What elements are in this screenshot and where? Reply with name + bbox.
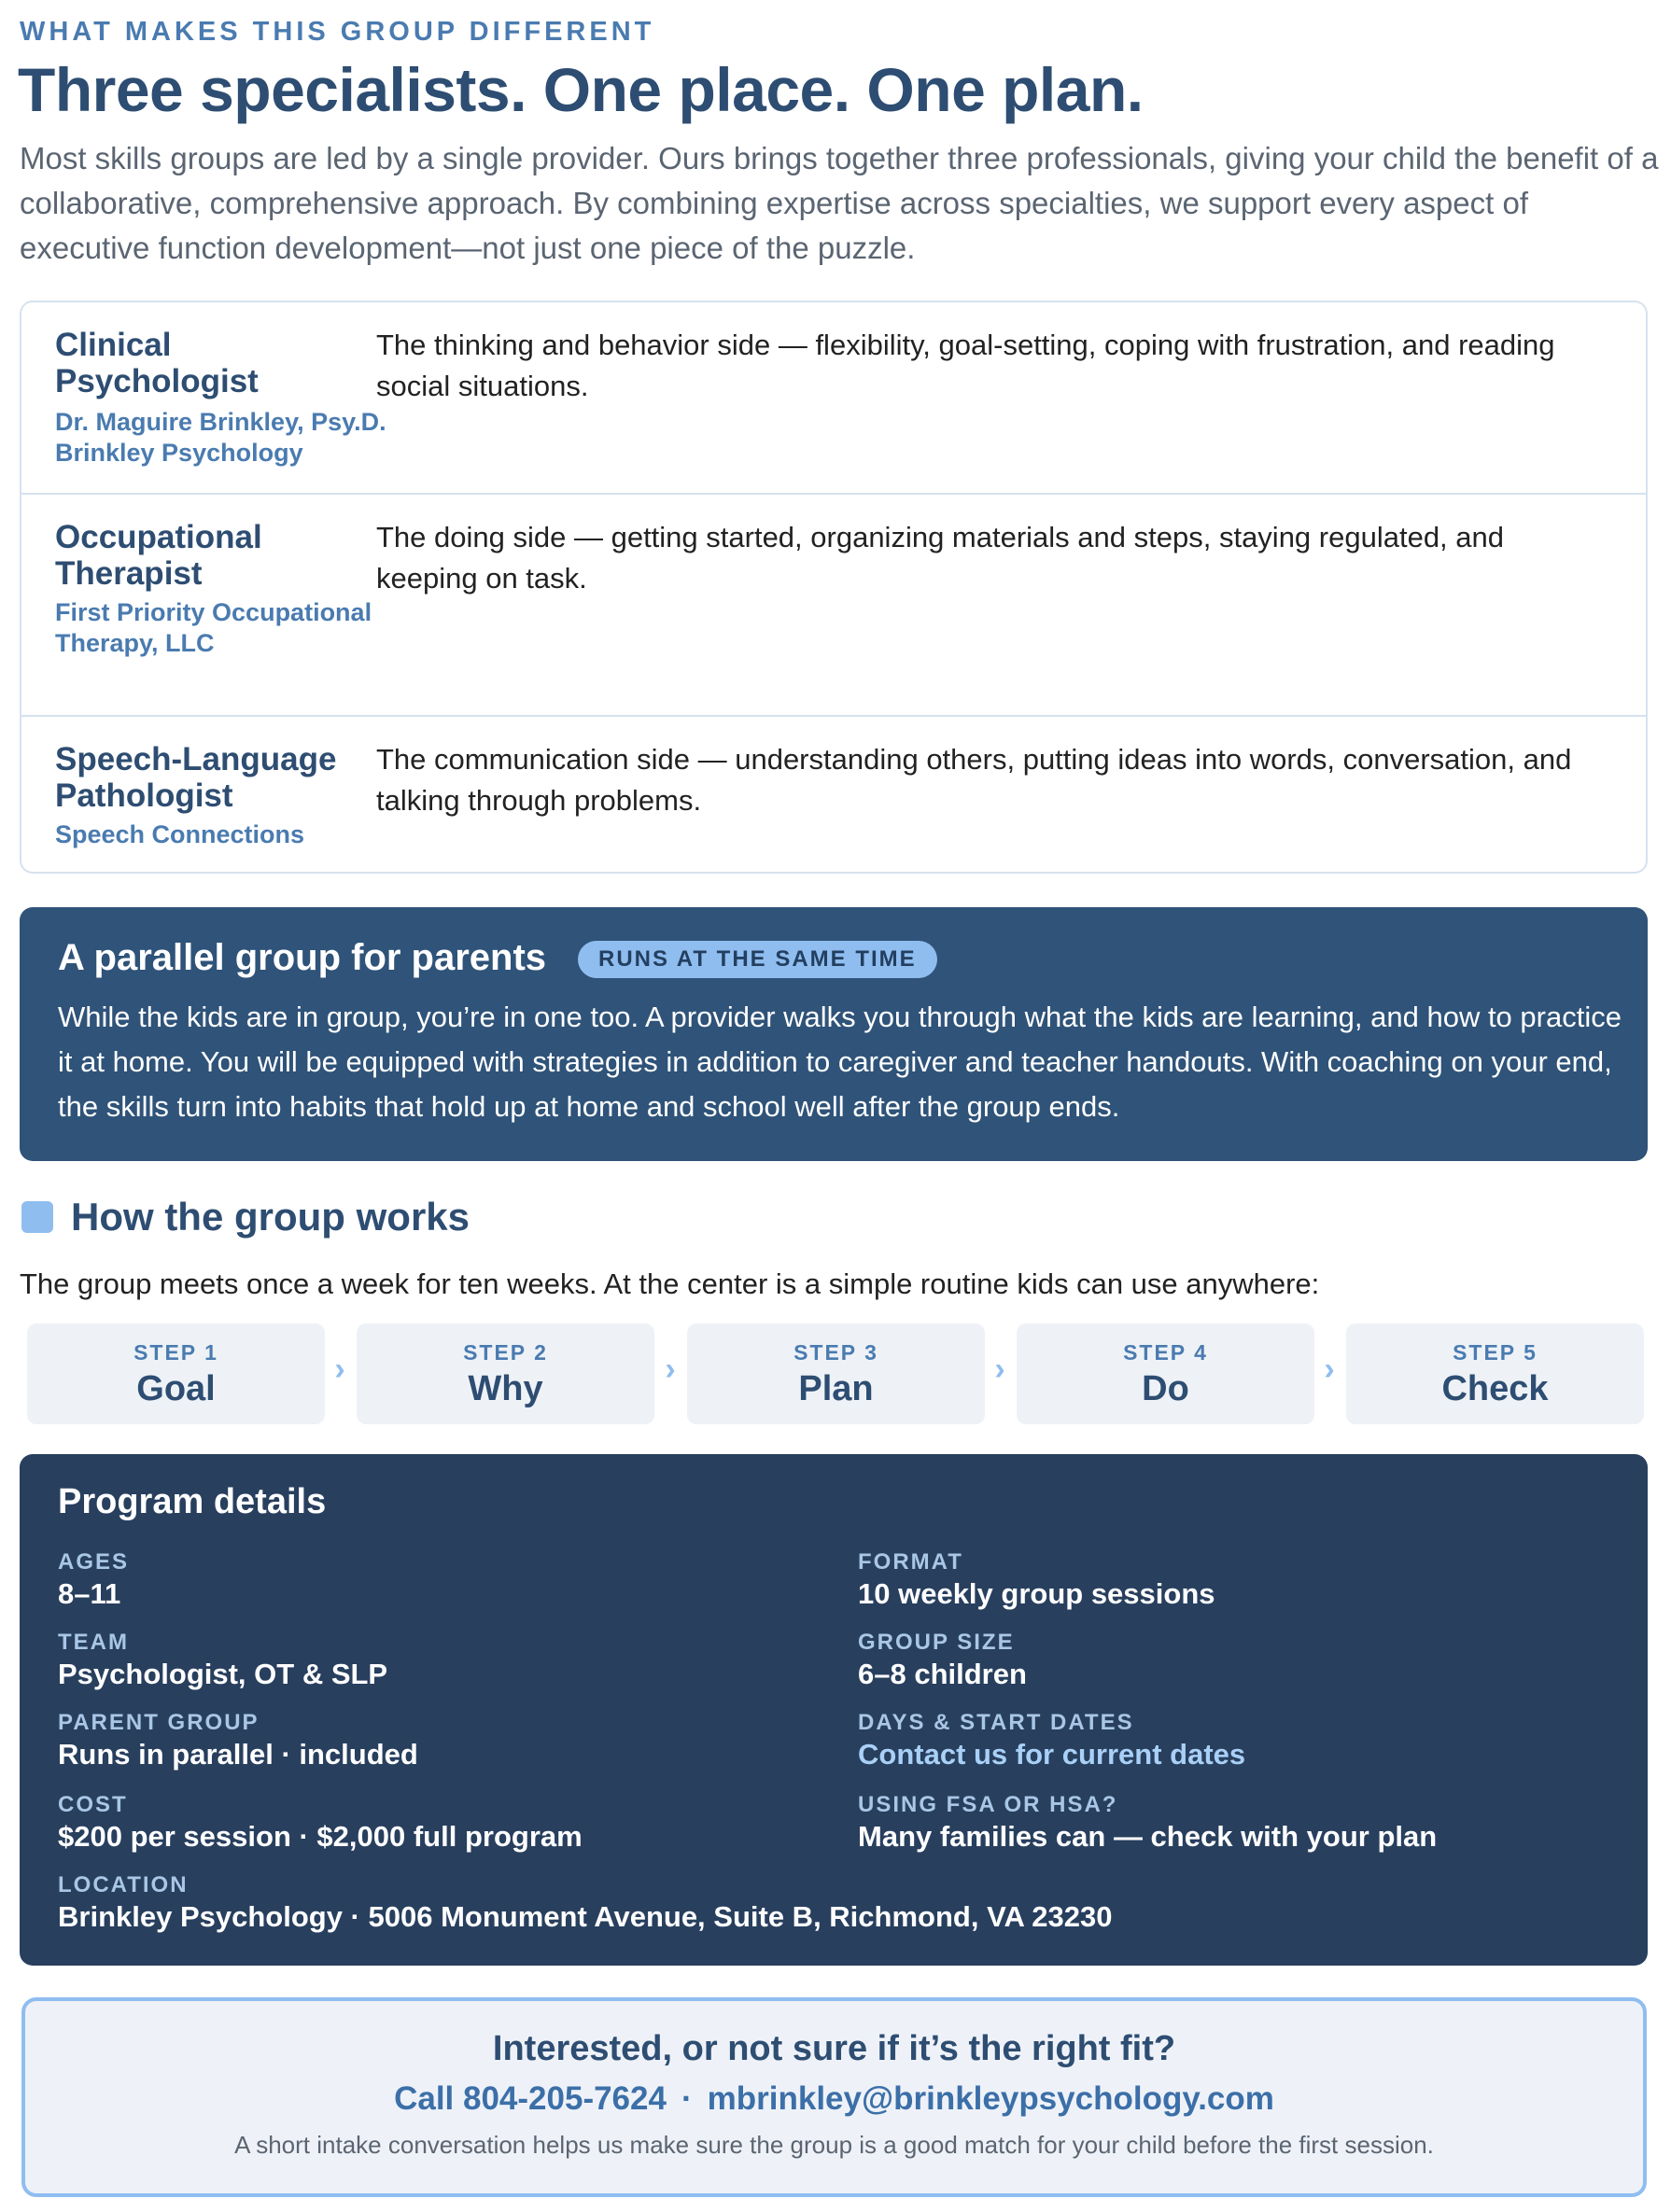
detail-label: TEAM bbox=[58, 1630, 129, 1655]
step-number: STEP 5 bbox=[1453, 1340, 1538, 1365]
step-number: STEP 1 bbox=[133, 1340, 218, 1365]
specialist-org: Speech Connections bbox=[55, 820, 305, 848]
chevron-right-icon: › bbox=[334, 1351, 345, 1387]
step-card bbox=[1346, 1323, 1644, 1424]
how-it-works-title: How the group works bbox=[71, 1195, 470, 1239]
detail-location bbox=[58, 1872, 1113, 1934]
email-link[interactable]: mbrinkley@brinkleypsychology.com bbox=[707, 2080, 1274, 2117]
how-it-works-intro: The group meets once a week for ten weeks. At the center is a simple routine kids can use anywhere: bbox=[20, 1267, 1320, 1300]
detail-parent-group bbox=[58, 1710, 418, 1771]
specialist-row bbox=[21, 493, 1646, 715]
specialist-row bbox=[21, 715, 1646, 872]
parent-group-panel bbox=[20, 907, 1648, 1161]
detail-group-size bbox=[858, 1630, 1027, 1691]
specialist-description: The thinking and behavior side — flexibility, goal-setting, coping with frustration, and reading social situations. bbox=[376, 329, 1555, 402]
step-card bbox=[27, 1323, 325, 1424]
cta-contact-line bbox=[25, 2080, 1643, 2118]
step-card bbox=[357, 1323, 654, 1424]
program-details-panel bbox=[20, 1454, 1648, 1966]
step-card bbox=[687, 1323, 985, 1424]
intro-paragraph: Most skills groups are led by a single provider. Ours brings together three professionals, giving your child the benefit of a collaborative, comprehensive approach. By combining expertise across specialties, we support every aspect of executive function development—not just one piece of the puzzle. bbox=[20, 141, 1659, 265]
dates-contact-link[interactable]: Contact us for current dates bbox=[858, 1738, 1246, 1771]
detail-value: 6–8 children bbox=[858, 1658, 1027, 1690]
specialist-description: The communication side — understanding others, putting ideas into words, conversation, and talking through problems. bbox=[376, 743, 1572, 817]
specialist-org: Dr. Maguire Brinkley, Psy.D. Brinkley Psychology bbox=[55, 408, 386, 467]
section-eyebrow: WHAT MAKES THIS GROUP DIFFERENT bbox=[20, 17, 655, 47]
detail-value: Runs in parallel · included bbox=[58, 1738, 418, 1771]
detail-value: 8–11 bbox=[58, 1577, 121, 1610]
detail-label: LOCATION bbox=[58, 1872, 189, 1897]
detail-label: PARENT GROUP bbox=[58, 1710, 260, 1735]
parent-group-text: While the kids are in group, you’re in one too. A provider walks you through what the kids are learning, and how to practice it at home. You will be equipped with strategies in addition to caregiver and teacher handouts. With coaching on your end, the skills turn into habits that hold up at home and school well after the group ends. bbox=[58, 1001, 1622, 1123]
square-bullet-icon bbox=[21, 1201, 53, 1233]
page-title: Three specialists. One place. One plan. bbox=[18, 55, 1144, 124]
specialist-org: First Priority Occupational Therapy, LLC bbox=[55, 598, 372, 657]
program-details-title: Program details bbox=[58, 1482, 327, 1521]
chevron-right-icon: › bbox=[994, 1351, 1005, 1387]
detail-value: Psychologist, OT & SLP bbox=[58, 1658, 388, 1690]
parent-group-title: A parallel group for parents bbox=[58, 937, 547, 978]
step-name: Do bbox=[1142, 1369, 1189, 1408]
step-name: Plan bbox=[798, 1369, 874, 1408]
detail-label: COST bbox=[58, 1792, 128, 1817]
detail-format bbox=[858, 1549, 1215, 1611]
step-name: Why bbox=[468, 1369, 543, 1408]
specialist-role: Occupational Therapist bbox=[55, 519, 262, 592]
chevron-right-icon: › bbox=[665, 1351, 676, 1387]
step-number: STEP 2 bbox=[463, 1340, 548, 1365]
specialist-role: Clinical Psychologist bbox=[55, 327, 259, 399]
specialist-description: The doing side — getting started, organizing materials and steps, staying regulated, and keeping on task. bbox=[376, 521, 1505, 595]
detail-label: FORMAT bbox=[858, 1549, 963, 1575]
detail-team bbox=[58, 1630, 387, 1691]
detail-label: GROUP SIZE bbox=[858, 1630, 1015, 1655]
cta-title: Interested, or not sure if it’s the right fit? bbox=[492, 2029, 1176, 2068]
step-name: Goal bbox=[136, 1369, 216, 1408]
cta-note: A short intake conversation helps us make sure the group is a good match for your child before the first session. bbox=[234, 2131, 1434, 2159]
step-number: STEP 4 bbox=[1123, 1340, 1208, 1365]
detail-label: USING FSA OR HSA? bbox=[858, 1792, 1118, 1817]
specialist-role: Speech-Language Pathologist bbox=[55, 741, 337, 814]
detail-value: Brinkley Psychology · 5006 Monument Avenue, Suite B, Richmond, VA 23230 bbox=[58, 1900, 1113, 1933]
detail-ages bbox=[58, 1549, 129, 1611]
contact-separator: · bbox=[681, 2080, 693, 2117]
chevron-right-icon: › bbox=[1324, 1351, 1335, 1387]
step-name: Check bbox=[1441, 1369, 1549, 1408]
specialist-row bbox=[21, 302, 1646, 493]
detail-label: DAYS & START DATES bbox=[858, 1710, 1134, 1735]
specialists-card bbox=[20, 301, 1648, 874]
step-number: STEP 3 bbox=[793, 1340, 878, 1365]
step-card bbox=[1017, 1323, 1314, 1424]
detail-value: 10 weekly group sessions bbox=[858, 1577, 1215, 1610]
detail-dates bbox=[858, 1710, 1245, 1771]
detail-fsa bbox=[858, 1792, 1437, 1854]
detail-label: AGES bbox=[58, 1549, 130, 1575]
status-badge: RUNS AT THE SAME TIME bbox=[578, 941, 937, 978]
detail-value: Many families can — check with your plan bbox=[858, 1820, 1438, 1853]
contact-cta-box bbox=[21, 1997, 1647, 2197]
phone-link[interactable]: Call 804-205-7624 bbox=[394, 2080, 667, 2117]
detail-cost bbox=[58, 1792, 583, 1854]
detail-value: $200 per session · $2,000 full program bbox=[58, 1820, 583, 1853]
